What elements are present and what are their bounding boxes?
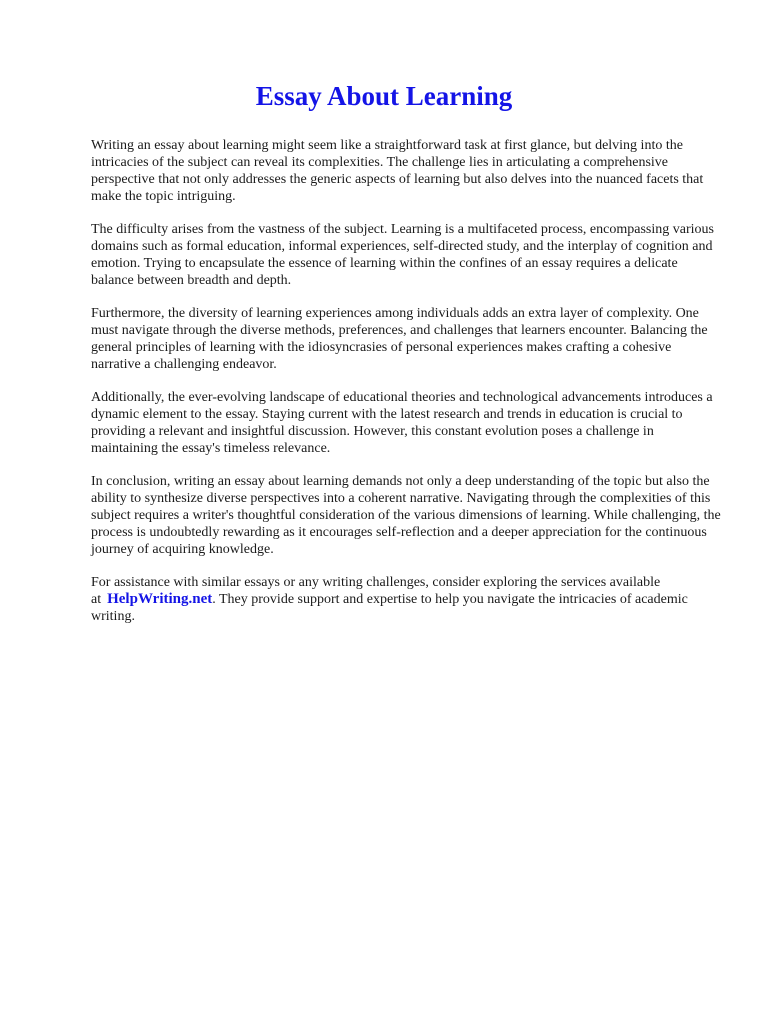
closing-text-before-link: For assistance with similar essays or any writing challenges, consider exploring the services available at <box>91 575 661 607</box>
paragraph-diversity: Furthermore, the diversity of learning experiences among individuals adds an extra layer of complexity. One must navigate through the diverse methods, preferences, and challenges that learners encounter. Balancing the general principles of learning with the idiosyncrasies of personal experiences makes crafting a cohesive narrative a challenging endeavor. <box>91 306 708 372</box>
document-title: Essay About Learning <box>255 81 513 111</box>
paragraph-closing <box>91 574 722 625</box>
paragraph-conclusion: In conclusion, writing an essay about learning demands not only a deep understanding of the topic but also the ability to synthesize diverse perspectives into a coherent narrative. Navigating through the complexities of this subject requires a writer's thoughtful consideration of the various dimensions of learning. While challenging, the process is undoubtedly rewarding as it encourages self-reflection and a deeper appreciation for the continuous journey of acquiring knowledge. <box>91 474 721 557</box>
closing-text-after-link: . They provide support and expertise to help you navigate the intricacies of academic writing. <box>91 592 688 624</box>
helpwriting-link[interactable]: HelpWriting.net <box>107 591 213 607</box>
paragraph-intro: Writing an essay about learning might seem like a straightforward task at first glance, but delving into the intricacies of the subject can reveal its complexities. The challenge lies in articulating a comprehensive perspective that not only addresses the generic aspects of learning but also delves into the nuanced facets that make the topic intriguing. <box>91 138 704 204</box>
paragraph-evolving-landscape: Additionally, the ever-evolving landscape of educational theories and technological advancements introduces a dynamic element to the essay. Staying current with the latest research and trends in education is crucial to providing a relevant and insightful discussion. However, this constant evolution poses a challenge in maintaining the essay's timeless relevance. <box>91 390 713 456</box>
paragraph-difficulty: The difficulty arises from the vastness of the subject. Learning is a multifaceted process, encompassing various domains such as formal education, informal experiences, self-directed study, and the interplay of cognition and emotion. Trying to encapsulate the essence of learning within the confines of an essay requires a delicate balance between breadth and depth. <box>91 222 714 288</box>
